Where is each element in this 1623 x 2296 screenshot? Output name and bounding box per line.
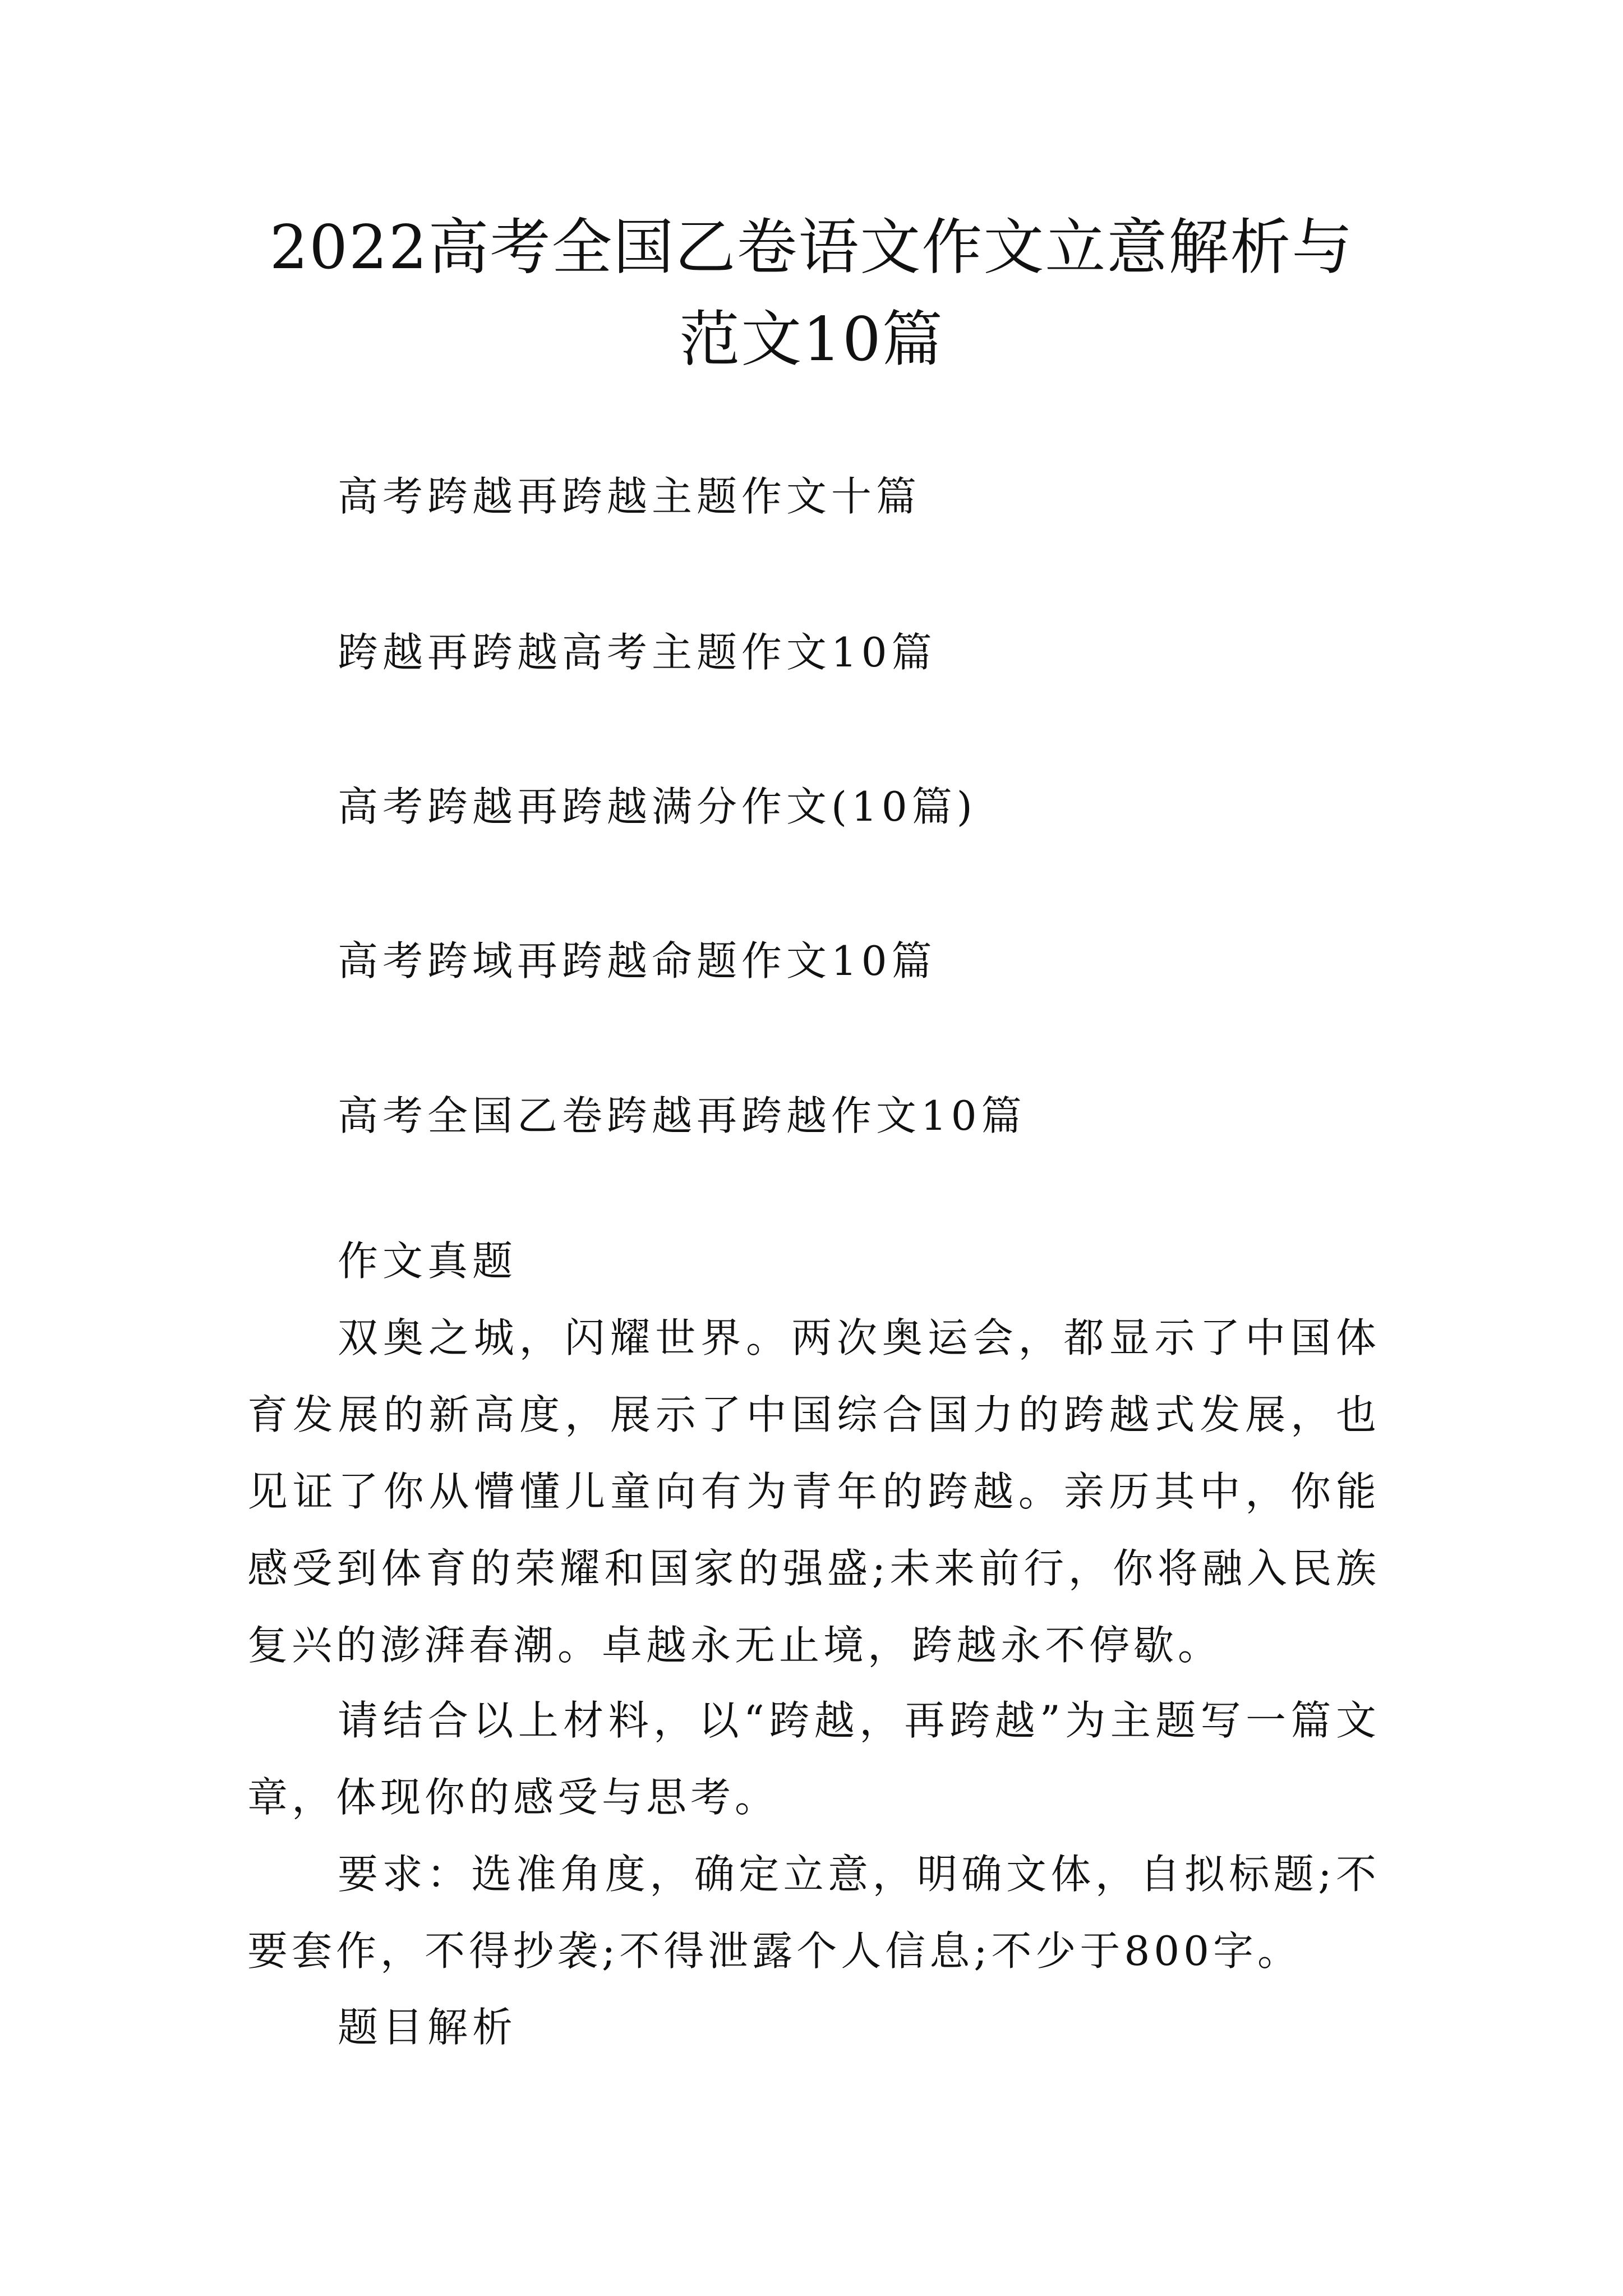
- related-title-5: 高考全国乙卷跨越再跨越作文10篇: [338, 1092, 1026, 1139]
- related-title-3: 高考跨越再跨越满分作文(10篇): [338, 783, 977, 830]
- related-title-2: 跨越再跨越高考主题作文10篇: [338, 629, 937, 676]
- task-paragraph: 请结合以上材料，以“跨越，再跨越”为主题写一篇文章，体现你的感受与思考。: [247, 1697, 1380, 1821]
- related-title-1: 高考跨越再跨越主题作文十篇: [338, 473, 921, 520]
- related-title-4: 高考跨域再跨越命题作文10篇: [338, 937, 937, 984]
- requirements-paragraph: 要求：选准角度，确定立意，明确文体，自拟标题;不要套作，不得抄袭;不得泄露个人信息;不少于800字。: [247, 1851, 1380, 1975]
- analysis-heading: 题目解析: [338, 2004, 518, 2051]
- prompt-heading: 作文真题: [338, 1237, 518, 1285]
- document-title: 2022高考全国乙卷语文作文立意解析与范文10篇: [269, 213, 1354, 375]
- prompt-paragraph: 双奥之城，闪耀世界。两次奥运会，都显示了中国体育发展的新高度，展示了中国综合国力的跨越式发展，也见证了你从懵懂儿童向有为青年的跨越。亲历其中，你能感受到体育的荣耀和国家的强盛;未来前行，你将融入民族复兴的澎湃春潮。卓越永无止境，跨越永不停歇。: [247, 1314, 1380, 1669]
